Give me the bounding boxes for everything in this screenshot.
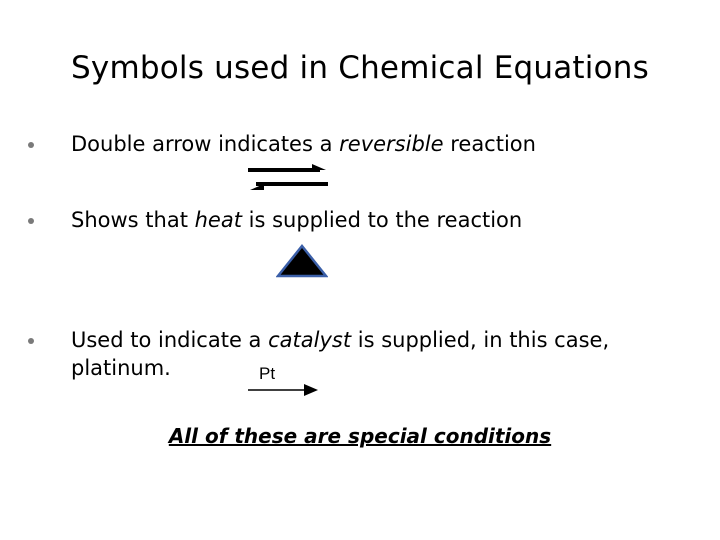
emphasis-text: heat bbox=[194, 208, 242, 232]
slide-title: Symbols used in Chemical Equations bbox=[71, 50, 649, 86]
triangle-heat-icon bbox=[276, 244, 328, 278]
double-arrow-icon bbox=[246, 160, 330, 194]
emphasis-text: reversible bbox=[339, 132, 444, 156]
catalyst-arrow-icon bbox=[246, 364, 322, 402]
bullet-dot bbox=[28, 338, 34, 344]
bullet-dot bbox=[28, 218, 34, 224]
bullet-dot bbox=[28, 142, 34, 148]
bullet-text: Double arrow indicates a reversible reaction bbox=[71, 132, 536, 156]
bullet-text: Used to indicate a catalyst is supplied, in this case, platinum. bbox=[71, 328, 610, 380]
bullet-text: Shows that heat is supplied to the reaction bbox=[71, 208, 523, 232]
footer-note: All of these are special conditions bbox=[168, 424, 552, 448]
emphasis-text: catalyst bbox=[268, 328, 352, 352]
catalyst-label: Pt bbox=[259, 364, 276, 383]
